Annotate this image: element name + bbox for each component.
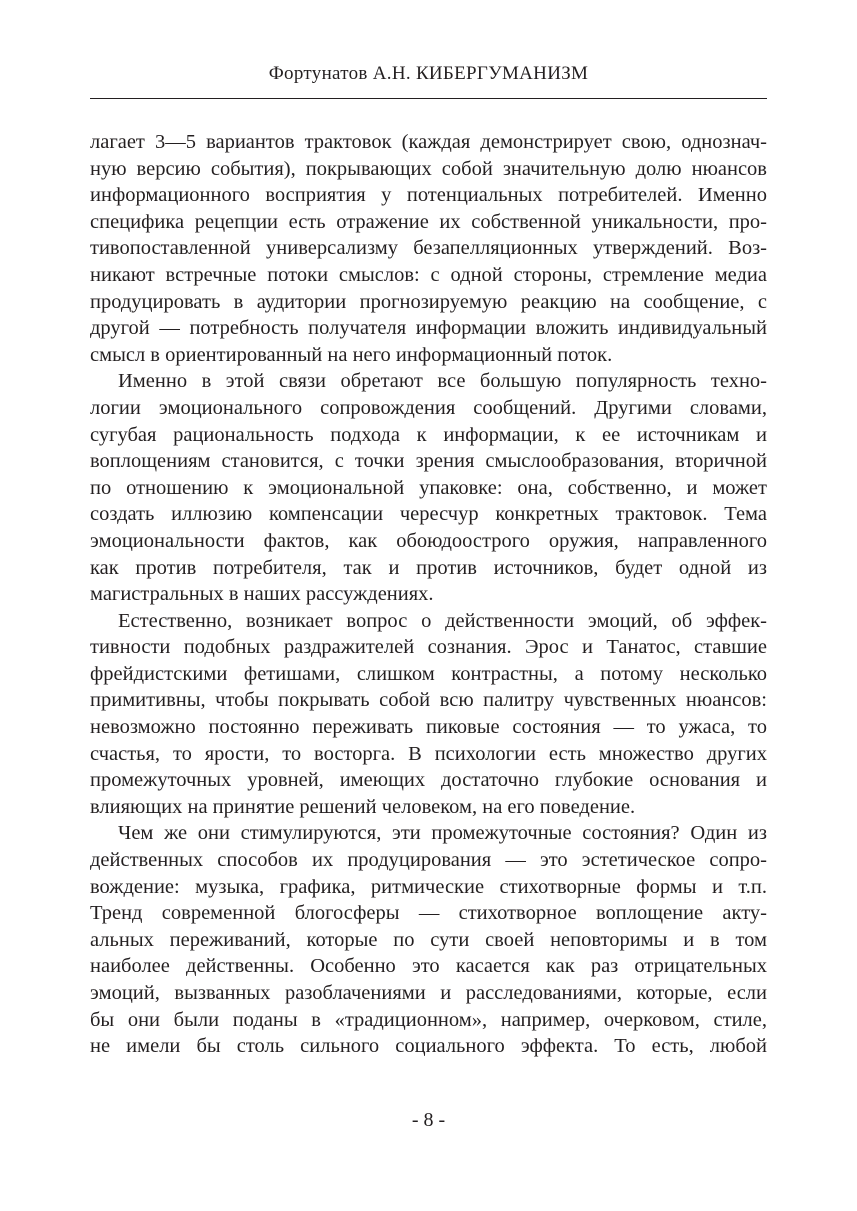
text-line: логии эмоционального сопровождения сообщений. Другими словами, [90,396,767,419]
page-number: - 8 - [411,1109,446,1131]
text-line: никают встречные потоки смыслов: с одной стороны, стремление медиа [90,263,767,286]
text-line: магистральных в наших рассуждениях. [90,583,434,606]
text-line: Именно в этой связи обретают все большую популярность техно- [118,370,767,393]
text-line: создать иллюзию компенсации чересчур конкретных трактовок. Тема [90,503,767,526]
text-line: промежуточных уровней, имеющих достаточно глубокие основания и [90,769,767,792]
text-line: другой — потребность получателя информации вложить индивидуальный [90,317,767,340]
running-header: Фортунатов А.Н. КИБЕРГУМАНИЗМ [268,63,589,84]
text-line: счастья, то ярости, то восторга. В психологии есть множество других [90,742,767,765]
text-line: наиболее действенны. Особенно это касается как раз отрицательных [90,955,767,978]
text-line: как против потребителя, так и против источников, будет одной из [90,556,767,579]
text-line: сугубая рациональность подхода к информации, к ее источникам и [90,423,767,446]
text-line: Естественно, возникает вопрос о действенности эмоций, об эффек- [118,609,767,632]
text-line: смысл в ориентированный на него информационный поток. [90,343,613,366]
text-line: эмоциональности фактов, как обоюдоострого оружия, направленного [90,529,767,552]
body-text [90,129,767,1060]
text-line: ную версию события), покрывающих собой значительную долю нюансов [90,157,767,180]
text-line: по отношению к эмоциональной упаковке: она, собственно, и может [90,476,767,499]
paragraph [90,608,767,821]
text-line: тивопоставленной универсализму безапелляционных утверждений. Воз- [90,237,767,260]
paragraph [90,820,767,1059]
text-line: примитивны, чтобы покрывать собой всю палитру чувственных нюансов: [90,689,767,712]
text-line: не имели бы столь сильного социального эффекта. То есть, любой [90,1035,767,1058]
text-line: Тренд современной блогосферы — стихотворное воплощение акту- [90,902,767,925]
paragraph [90,368,767,607]
text-line: вождение: музыка, графика, ритмические стихотворные формы и т.п. [90,875,767,898]
text-line: влияющих на принятие решений человеком, на его поведение. [90,795,636,818]
paragraph [90,129,767,368]
header-rule [90,98,767,99]
text-line: действенных способов их продуцирования — это эстетическое сопро- [90,849,767,872]
text-line: продуцировать в аудитории прогнозируемую реакцию на сообщение, с [90,290,767,313]
text-line: информационного восприятия у потенциальных потребителей. Именно [90,184,767,207]
text-line: тивности подобных раздражителей сознания. Эрос и Танатос, ставшие [90,636,767,659]
text-line: специфика рецепции есть отражение их собственной уникальности, про- [90,210,767,233]
text-line: альных переживаний, которые по сути своей неповторимы и в том [90,928,767,951]
text-line: лагает 3—5 вариантов трактовок (каждая демонстрирует свою, однознач- [90,131,767,153]
text-line: бы они были поданы в «традиционном», например, очерковом, стиле, [90,1008,767,1031]
text-line: Чем же они стимулируются, эти промежуточные состояния? Один из [118,822,767,845]
text-line: фрейдистскими фетишами, слишком контрастны, а потому несколько [90,662,767,685]
text-line: эмоций, вызванных разоблачениями и расследованиями, которые, если [90,982,767,1004]
text-line: воплощениям становится, с точки зрения смыслообразования, вторичной [90,450,767,473]
text-line: невозможно постоянно переживать пиковые состояния — то ужаса, то [90,716,767,739]
